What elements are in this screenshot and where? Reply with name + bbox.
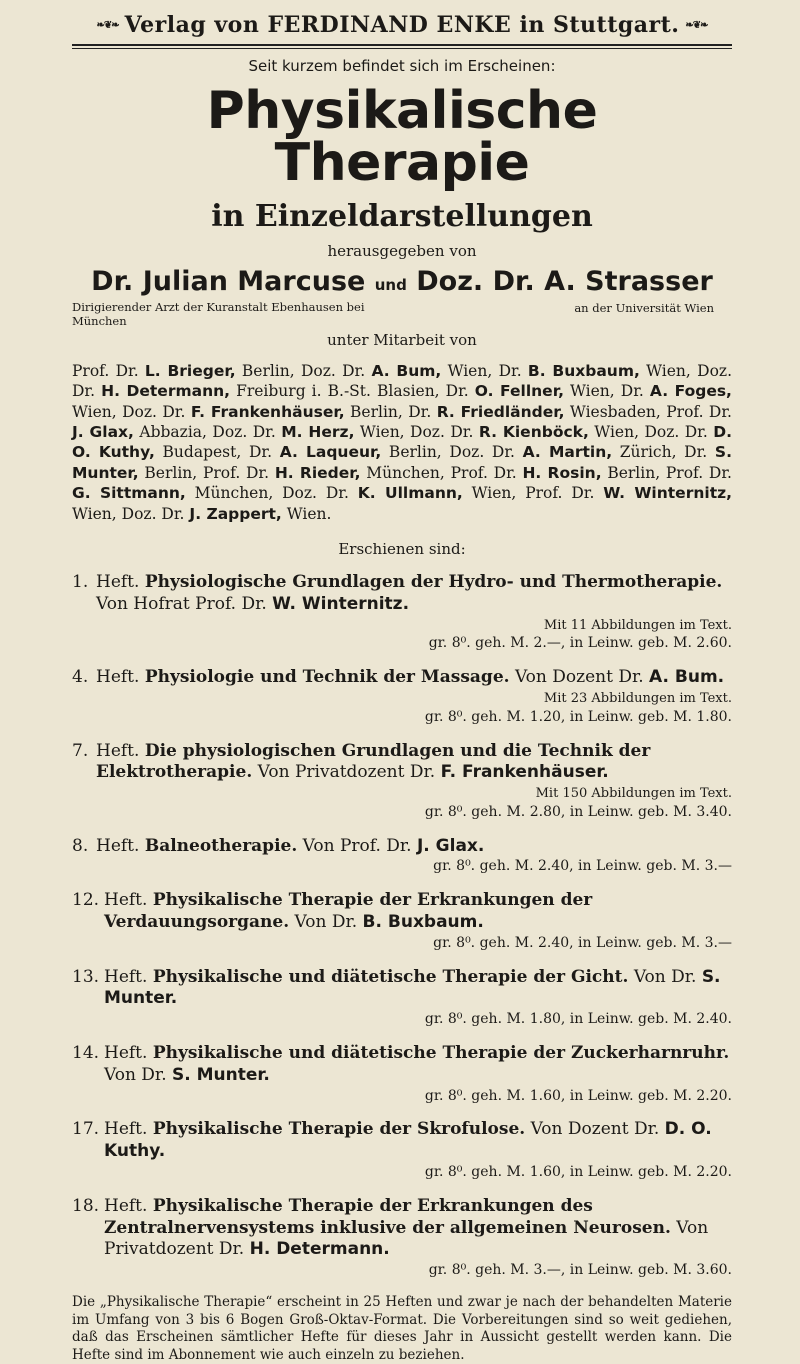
item-price: gr. 8⁰. geh. M. 1.80, in Leinw. geb. M. 2.40. [424, 1011, 732, 1028]
item-von: Von Privatdozent Dr. [104, 1217, 709, 1260]
contributor-city: Freiburg i. B.-St. Blasien, [230, 382, 446, 401]
item-number: 13. [72, 966, 100, 987]
contributor-name: R. Kienböck, [478, 422, 589, 441]
item-price: gr. 8⁰. geh. M. 2.40, in Leinw. geb. M. 3.— [433, 858, 732, 875]
divider [72, 48, 732, 49]
contributor-city: Berlin, [235, 361, 301, 380]
contributor-title: Prof. Dr. [666, 402, 732, 421]
mitarbeit-label: unter Mitarbeit von [327, 330, 477, 349]
item-author: H. Determann. [249, 1239, 390, 1260]
page-title: Physikalische Therapie [206, 81, 598, 193]
contributor-city: München, [185, 484, 283, 503]
item-author: W. Winternitz. [272, 593, 410, 614]
contributor-title: Doz. Dr. [644, 422, 714, 441]
item-heft-label: Heft. [104, 1195, 148, 1216]
item-illustrations: Mit 150 Abbildungen im Text. [535, 786, 732, 802]
list-item [72, 836, 732, 877]
contributor-name: F. Frankenhäuser, [190, 402, 345, 421]
contributor-city: München, [360, 463, 451, 482]
list-item [72, 1119, 732, 1181]
item-von: Von Hofrat Prof. Dr. [96, 593, 273, 614]
item-title: Physiologie und Technik der Massage. [144, 667, 510, 688]
contributor-title: Dr. [684, 443, 715, 462]
contributor-title: Doz. Dr. [410, 422, 479, 441]
item-author: A. Bum. [649, 667, 725, 688]
contributor-name: K. Ullmann, [357, 484, 463, 503]
advertisement-page [72, 12, 732, 1364]
contributor-name: H. Rosin, [522, 463, 602, 482]
item-title: Die physiologischen Grundlagen und die Technik der Elektrotherapie. [96, 740, 651, 783]
contributor-title: Doz. Dr. [121, 504, 190, 523]
contributor-city: Wien, [563, 382, 621, 401]
contributor-title: Dr. [498, 361, 528, 380]
contributor-city: Wien, [588, 422, 645, 441]
item-von: Von Dr. [104, 1064, 172, 1085]
editor-conjunction: und [374, 276, 407, 294]
contributor-name: G. Sittmann, [72, 484, 186, 503]
contributor-title: Prof. Dr. [665, 463, 732, 482]
item-heft-label: Heft. [104, 1119, 148, 1140]
item-number: 7. [72, 740, 89, 761]
contributor-name: A. Bum, [371, 361, 442, 380]
contributor-city: Abbazia, [133, 422, 213, 441]
list-item [72, 967, 732, 1029]
item-heft-label: Heft. [96, 740, 140, 761]
item-number: 12. [72, 890, 100, 911]
contributor-title: Doz. Dr. [300, 361, 372, 380]
item-heft-label: Heft. [104, 890, 148, 911]
ornament-right-icon: ❧❦❧ [685, 19, 708, 31]
contributor-title: Doz. Dr. [72, 361, 732, 401]
intro-line: Seit kurzem befindet sich im Erscheinen: [248, 57, 556, 75]
contributor-title: Prof. Dr. [450, 463, 523, 482]
item-heft-label: Heft. [96, 572, 140, 593]
contributor-city: Budapest, [154, 443, 249, 462]
list-item [72, 1043, 732, 1105]
contributor-title: Doz. Dr. [212, 422, 282, 441]
item-heft-label: Heft. [104, 966, 148, 987]
contributor-city: Berlin, [601, 463, 666, 482]
contributors-list [72, 361, 732, 525]
contributor-title: Prof. Dr. [202, 463, 275, 482]
contributor-name: S. Munter, [72, 443, 732, 482]
item-price: gr. 8⁰. geh. M. 3.—, in Leinw. geb. M. 3.60. [428, 1262, 732, 1279]
contributor-name: L. Brieger, [144, 361, 236, 380]
ornament-left-icon: ❧❦❧ [96, 19, 119, 31]
affiliation-first: Dirigierender Arzt der Kuranstalt Ebenhausen bei München [72, 300, 365, 328]
item-author: D. O. Kuthy. [104, 1119, 712, 1162]
item-title: Physikalische und diätetische Therapie der Gicht. [152, 966, 629, 987]
contributor-name: B. Buxbaum, [527, 361, 640, 380]
item-von: Von Prof. Dr. [302, 835, 417, 856]
contributor-name: O. Fellner, [474, 382, 564, 401]
contributor-city: Wien, [354, 422, 411, 441]
item-price: gr. 8⁰. geh. M. 2.40, in Leinw. geb. M. 3.— [433, 934, 732, 951]
item-heft-label: Heft. [96, 835, 140, 856]
contributor-name: A. Foges, [649, 382, 732, 401]
contributor-city: Wien, [462, 484, 526, 503]
item-number: 18. [72, 1195, 100, 1216]
contributor-title: Doz. Dr. [282, 484, 358, 503]
contributor-name: D. O. Kuthy, [72, 422, 732, 462]
affiliation-second: an der Universität Wien [574, 301, 714, 315]
item-von: Von Dozent Dr. [514, 667, 650, 688]
series-note: Die „Physikalische Therapie“ erscheint in 25 Heften und zwar je nach der behandelten Materie im Umfang von 3 bis 6 Bogen Groß-Oktav-Format. Die Vorbereitungen sind so weit gediehen, daß das Erscheinen sämtlicher Hefte für dieses Jahr in Aussicht gestellt werden kann. Die Hefte sind im Abonnement wie auch einzeln zu beziehen. [72, 1294, 732, 1363]
item-price: gr. 8⁰. geh. M. 1.60, in Leinw. geb. M. 2.20. [424, 1087, 732, 1104]
contributor-title: Prof. Dr. [72, 361, 145, 380]
item-number: 8. [72, 835, 89, 856]
item-number: 14. [72, 1043, 100, 1064]
item-price: gr. 8⁰. geh. M. 1.60, in Leinw. geb. M. 2.20. [424, 1163, 732, 1180]
divider [72, 44, 732, 46]
contributor-name: A. Martin, [522, 443, 613, 462]
item-von: Von Privatdozent Dr. [257, 762, 441, 783]
contributor-title: Prof. Dr. [525, 484, 604, 503]
item-title: Physikalische Therapie der Erkrankungen des Zentralnervensystems inklusive der allgemeinen Neurosen. [104, 1195, 671, 1238]
publisher-line: Verlag von FERDINAND ENKE in Stuttgart. [124, 12, 680, 38]
item-title: Physiologische Grundlagen der Hydro- und Thermotherapie. [144, 572, 723, 593]
contributor-name: A. Laqueur, [279, 443, 382, 462]
contributor-city: Wien, [639, 361, 698, 380]
item-von: Von Dr. [633, 966, 702, 987]
editor-first: Dr. Julian Marcuse [91, 266, 366, 297]
list-item [72, 1196, 732, 1280]
item-heft-label: Heft. [96, 667, 140, 688]
contributor-city: Zürich, [612, 443, 685, 462]
item-title: Physikalische Therapie der Skrofulose. [152, 1119, 526, 1140]
list-item [72, 572, 732, 653]
publisher-banner [72, 12, 732, 38]
contributor-title: Doz. Dr. [449, 443, 523, 462]
erschienen-label: Erschienen sind: [338, 540, 466, 559]
contributor-title: Dr. [620, 382, 650, 401]
item-author: B. Buxbaum. [362, 911, 484, 932]
contributor-name: J. Zappert, [189, 504, 282, 523]
contributor-name: R. Friedländer, [436, 402, 565, 421]
editor-second: Doz. Dr. A. Strasser [416, 266, 713, 297]
item-number: 17. [72, 1119, 100, 1140]
item-von: Von Dozent Dr. [530, 1119, 665, 1140]
list-item [72, 890, 732, 952]
editor-affiliations [72, 301, 732, 329]
item-number: 4. [72, 667, 89, 688]
item-von: Von Dr. [294, 911, 363, 932]
item-author: S. Munter. [172, 1064, 270, 1085]
contributor-name: J. Glax, [72, 422, 134, 441]
item-author: F. Frankenhäuser. [440, 762, 609, 783]
contributor-city: Wien, [72, 504, 122, 523]
item-author: S. Munter. [104, 966, 721, 1009]
contributor-city: Wien. [281, 504, 332, 523]
item-illustrations: Mit 23 Abbildungen im Text. [543, 691, 732, 706]
item-title: Physikalische und diätetische Therapie der Zuckerharnruhr. [152, 1043, 730, 1064]
item-price: gr. 8⁰. geh. M. 1.20, in Leinw. geb. M. 1.80. [424, 708, 732, 725]
list-item [72, 741, 732, 822]
list-item [72, 667, 732, 726]
contributor-title: Dr. [248, 443, 280, 462]
contributor-title: Dr. [408, 402, 437, 421]
editors-line [72, 266, 732, 297]
herausgegeben-label: herausgegeben von [327, 242, 477, 260]
contributor-title: Dr. [445, 382, 475, 401]
item-heft-label: Heft. [104, 1043, 148, 1064]
page-subtitle: in Einzeldarstellungen [211, 199, 593, 234]
item-author: J. Glax. [416, 835, 485, 856]
contributor-city: Berlin, [138, 463, 203, 482]
item-illustrations: Mit 11 Abbildungen im Text. [543, 617, 732, 633]
contributor-city: Wiesbaden, [564, 402, 667, 421]
contributor-city: Berlin, [381, 443, 450, 462]
item-title: Balneotherapie. [144, 835, 298, 856]
publication-list [72, 572, 732, 1280]
contributor-name: H. Determann, [101, 382, 231, 401]
item-number: 1. [72, 572, 89, 593]
item-price: gr. 8⁰. geh. M. 2.—, in Leinw. geb. M. 2.60. [428, 635, 732, 652]
item-price: gr. 8⁰. geh. M. 2.80, in Leinw. geb. M. 3.40. [424, 803, 732, 820]
contributor-city: Berlin, [344, 402, 409, 421]
item-title: Physikalische Therapie der Erkrankungen der Verdauungsorgane. [104, 890, 593, 932]
contributor-name: W. Winternitz, [603, 484, 733, 503]
contributor-title: Doz. Dr. [122, 402, 191, 421]
contributor-name: M. Herz, [281, 422, 355, 441]
contributor-city: Wien, [441, 361, 499, 380]
contributor-city: Wien, [72, 402, 123, 421]
contributor-name: H. Rieder, [274, 463, 361, 482]
